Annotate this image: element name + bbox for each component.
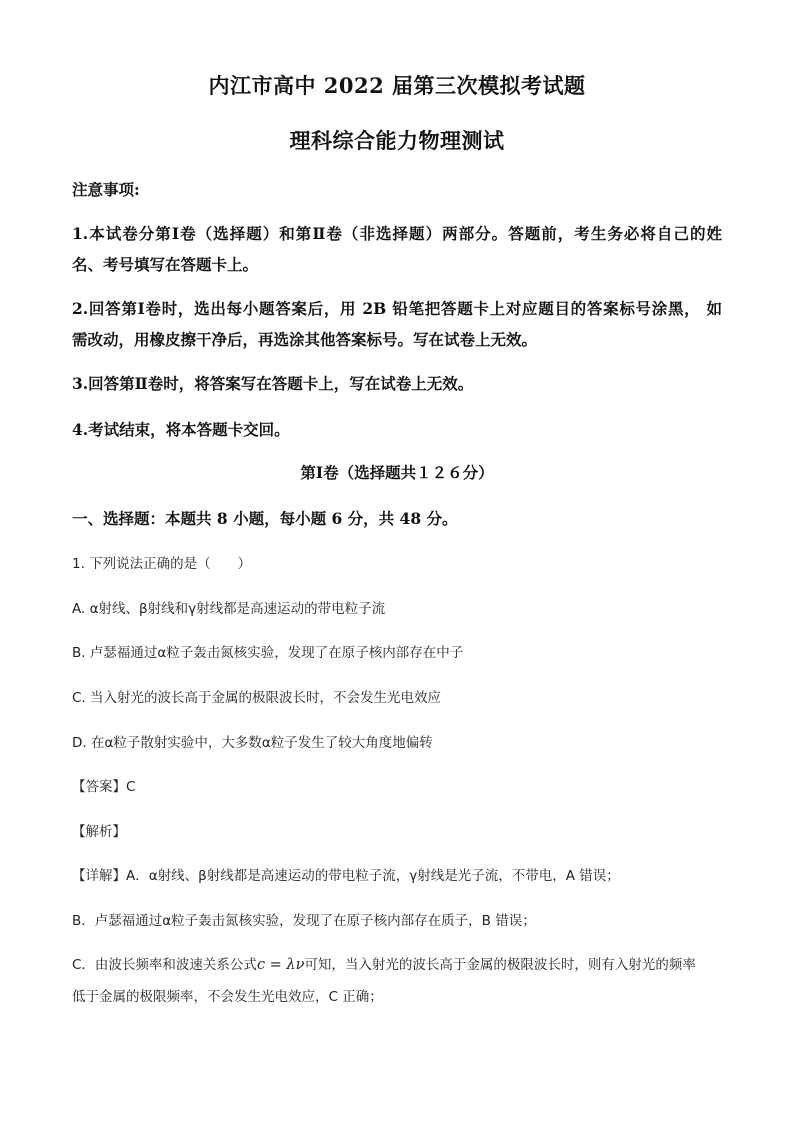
page-subtitle: 理科综合能力物理测试 [289, 128, 505, 153]
notice-heading: 注意事项: [72, 180, 140, 199]
detail-c-suffix: 可知，当入射光的波长高于金属的极限波长时，则有入射光的频率 [304, 957, 696, 973]
question-1-option-c: C. 当入射光的波长高于金属的极限波长时，不会发生光电效应 [72, 690, 442, 706]
notice-item-1-line-1: 1.本试卷分第Ⅰ卷（选择题）和第Ⅱ卷（非选择题）两部分。答题前，考生务必将自己的姓 [72, 224, 722, 243]
volume-title: 第Ⅰ卷（选择题共１２６分） [300, 463, 494, 482]
wave-formula: c = λν [256, 957, 305, 973]
detail-c-prefix: C．由波长频率和波速关系公式 [72, 957, 257, 973]
notice-item-1-line-2: 名、考号填写在答题卡上。 [72, 255, 259, 274]
analysis-label: 【解析】 [72, 824, 126, 840]
detail-b: B．卢瑟福通过α粒子轰击氮核实验，发现了在原子核内部存在质子，B 错误； [72, 913, 536, 929]
detail-a: 【详解】A．α射线、β射线都是高速运动的带电粒子流，γ射线是光子流，不带电，A 错误； [72, 868, 620, 884]
part-title: 一、选择题：本题共 8 小题，每小题 6 分，共 48 分。 [72, 509, 458, 528]
question-1-option-d: D. 在α粒子散射实验中，大多数α粒子发生了较大角度地偏转 [72, 735, 433, 751]
answer-label: 【答案】C [72, 779, 136, 795]
notice-item-2-line-1: 2.回答第Ⅰ卷时，选出每小题答案后，用 2B 铅笔把答题卡上对应题目的答案标号涂黑， 如 [72, 299, 722, 318]
notice-item-4: 4.考试结束，将本答题卡交回。 [72, 420, 290, 439]
notice-item-3: 3.回答第Ⅱ卷时，将答案写在答题卡上，写在试卷上无效。 [72, 374, 474, 393]
notice-item-2-line-2: 需改动，用橡皮擦干净后，再选涂其他答案标号。写在试卷上无效。 [72, 330, 538, 349]
question-1-option-a: A. α射线、β射线和γ射线都是高速运动的带电粒子流 [72, 601, 386, 617]
detail-c-line-1 [72, 953, 722, 973]
question-1-stem: 1. 下列说法正确的是（ ） [72, 556, 252, 572]
question-1-option-b: B. 卢瑟福通过α粒子轰击氮核实验，发现了在原子核内部存在中子 [72, 645, 464, 661]
detail-c-line-2: 低于金属的极限频率，不会发生光电效应，C 正确； [72, 989, 383, 1005]
page-title: 内江市高中 2022 届第三次模拟考试题 [208, 73, 586, 98]
